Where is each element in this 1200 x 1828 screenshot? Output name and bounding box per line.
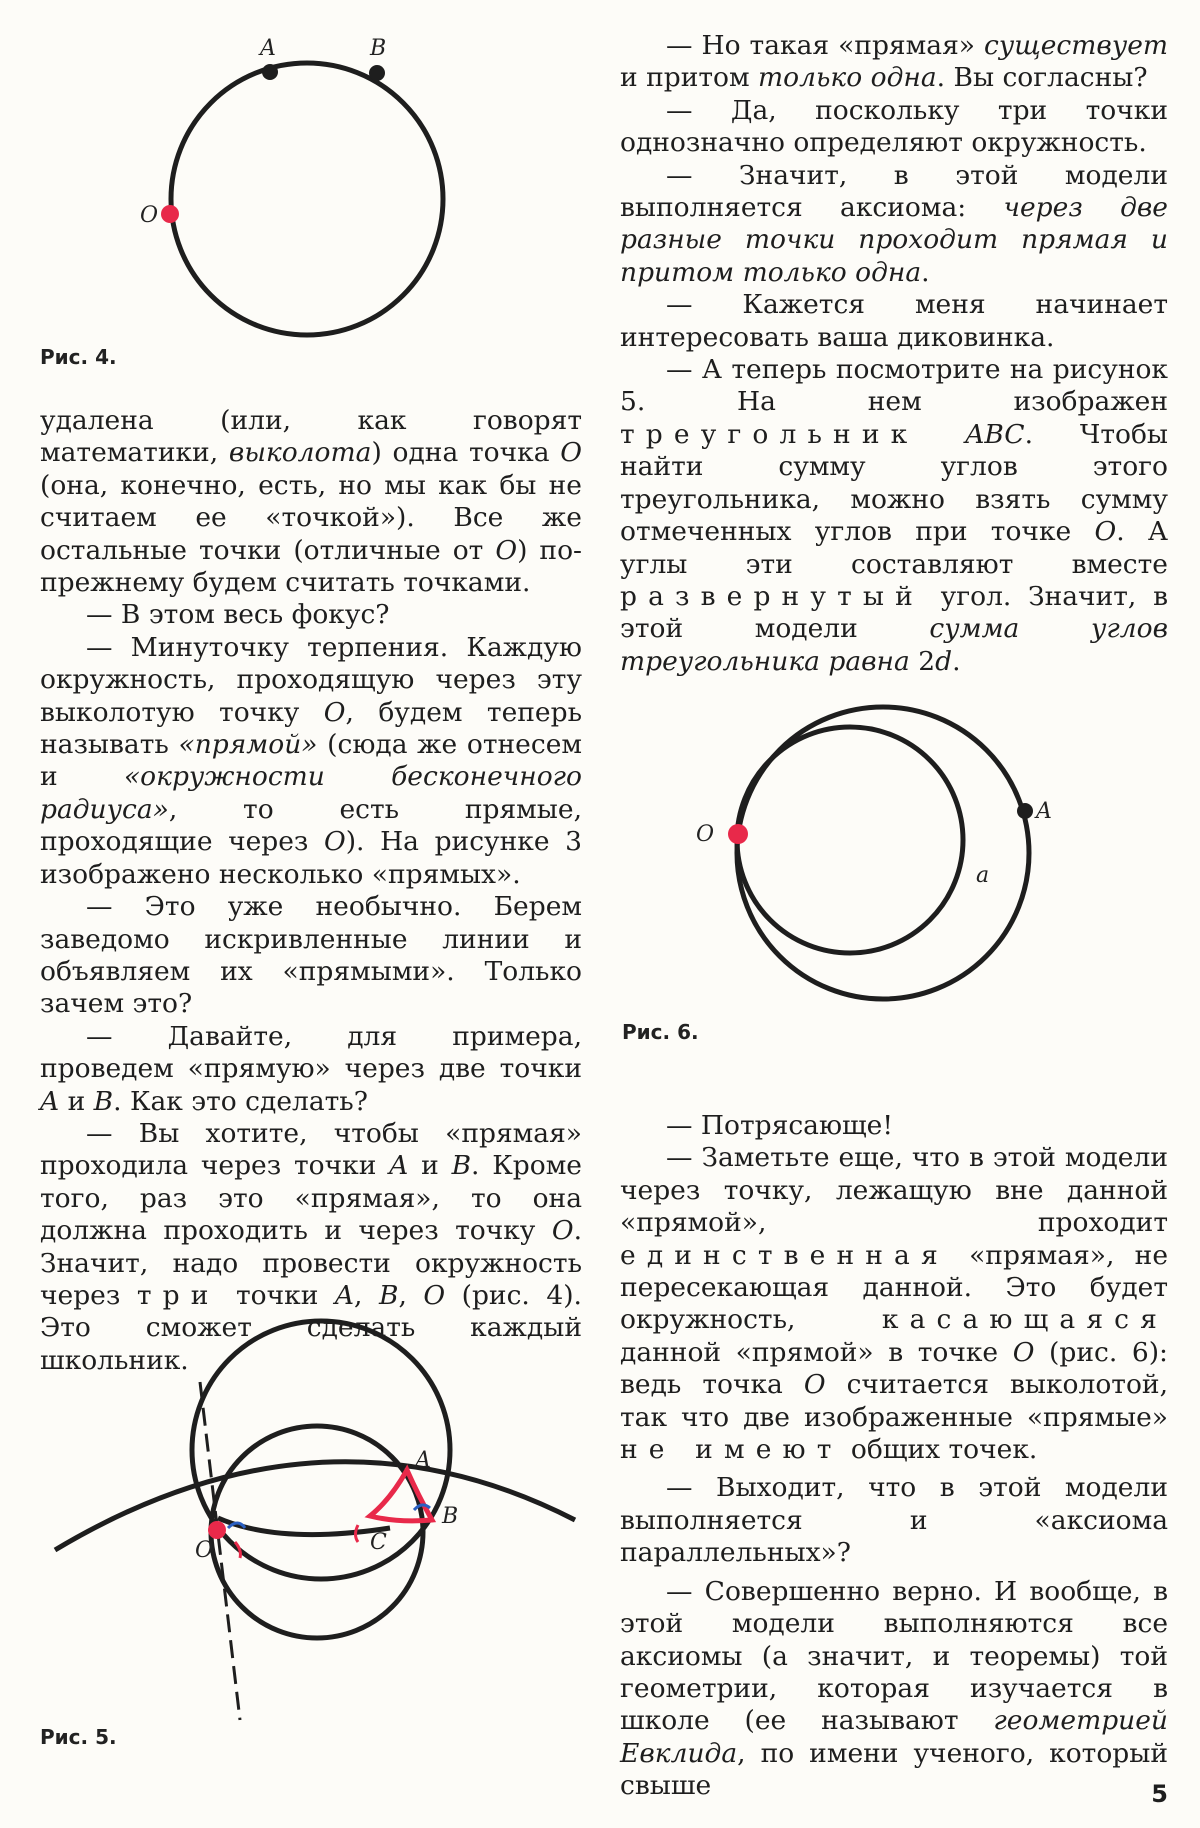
- point-a: [1017, 803, 1033, 819]
- label-a: A: [415, 1448, 431, 1473]
- label-o: O: [140, 203, 159, 228]
- inner-circle-line-a: [737, 727, 963, 953]
- figure-6: [680, 690, 1100, 1050]
- label-a: A: [1036, 799, 1052, 824]
- right-paragraph-3: — Значит, в этой модели выполняется аксиома: через две разные точки проходит прямая и притом только одна.: [620, 159, 1168, 288]
- left-paragraph-3: — Минуточку терпения. Каждую окружность, проходящую через эту выколотую точку O, будем теперь называть «прямой» (сюда же отнесем и «окружности бесконечного радиуса», то есть прямые, проходящие через O). На рисунке 3 изображено несколько «прямых».: [40, 631, 582, 890]
- left-paragraph-6: — Вы хотите, чтобы «прямая» проходила через точки A и B. Кроме того, раз это «прямая», то она должна проходить и через точку O. Значит, надо провести окружность через три точки A, B, O (рис. 4). Это сможет сделать каждый школьник.: [40, 1117, 582, 1376]
- label-c: C: [370, 1530, 387, 1555]
- label-a-line: a: [976, 863, 990, 888]
- text-column-right-lower: [620, 1110, 1168, 1803]
- right-paragraph-2: — Да, поскольку три точки однозначно определяют окружность.: [620, 94, 1168, 159]
- figure-6-caption: Рис. 6.: [622, 1020, 699, 1044]
- circle-line-ab: [171, 63, 443, 335]
- left-paragraph-2: — В этом весь фокус?: [86, 599, 390, 631]
- right-paragraph-6: — Потрясающе!: [666, 1110, 894, 1141]
- right-paragraph-9: — Совершенно верно. И вообще, в этой модели выполняются все аксиомы (а значит, и теоремы) той геометрии, которая изучается в школе (ее называют геометрией Евклида, по имени ученого, который свыше: [620, 1575, 1168, 1802]
- left-paragraph-5: — Давайте, для примера, проведем «прямую» через две точки A и B. Как это сделать?: [40, 1020, 582, 1117]
- point-o-punctured: [728, 824, 748, 844]
- label-o: O: [195, 1538, 214, 1563]
- text-column-left: [40, 405, 582, 1377]
- page-number: 5: [1151, 1780, 1168, 1808]
- right-paragraph-8: — Выходит, что в этой модели выполняется и «аксиома параллельных»?: [620, 1472, 1168, 1569]
- label-b: B: [442, 1504, 459, 1529]
- point-b: [369, 65, 385, 81]
- label-o: O: [696, 822, 715, 847]
- figure-4-caption: Рис. 4.: [40, 345, 117, 369]
- circle-ac: [192, 1321, 450, 1579]
- label-a: A: [260, 36, 276, 61]
- point-o-punctured: [161, 205, 179, 223]
- left-paragraph-1: удалена (или, как говорят математики, выколота) одна точка O (она, конечно, есть, но мы как бы не считаем ее «точкой»). Все же остальные точки (отличные от O) по-прежнему будем считать точками.: [40, 405, 582, 599]
- circle-ab-large: [211, 1426, 423, 1638]
- text-column-right-upper: [620, 30, 1168, 678]
- figure-4: [120, 30, 500, 370]
- figure-5-caption: Рис. 5.: [40, 1725, 117, 1749]
- label-b: B: [370, 36, 387, 61]
- right-paragraph-4: — Кажется меня начинает интересовать ваша диковинка.: [620, 289, 1168, 353]
- right-paragraph-7: — Заметьте еще, что в этой модели через точку, лежащую вне данной «прямой», проходит единственная «прямая», не пересекающая данной. Это будет окружность, касающаяся данной «прямой» в точке O (рис. 6): ведь точка O считается выколотой, так что две изображенные «прямые» не имеют общих точек.: [620, 1142, 1168, 1466]
- figure-5: [40, 1360, 600, 1760]
- point-a: [262, 64, 278, 80]
- left-paragraph-4: — Это уже необычно. Берем заведомо искривленные линии и объявляем их «прямыми». Только зачем это?: [40, 891, 582, 1020]
- right-paragraph-5: — А теперь посмотрите на рисунок 5. На нем изображен треугольник ABC. Чтобы найти сумму углов этого треугольника, можно взять сумму отмеченных углов при точке O. А углы эти составляют вместе развернутый угол. Значит, в этой модели сумма углов треугольника равна 2d.: [620, 354, 1168, 677]
- right-paragraph-1: — Но такая «прямая» существует и притом только одна. Вы согласны?: [620, 30, 1168, 94]
- point-o-punctured: [208, 1521, 226, 1539]
